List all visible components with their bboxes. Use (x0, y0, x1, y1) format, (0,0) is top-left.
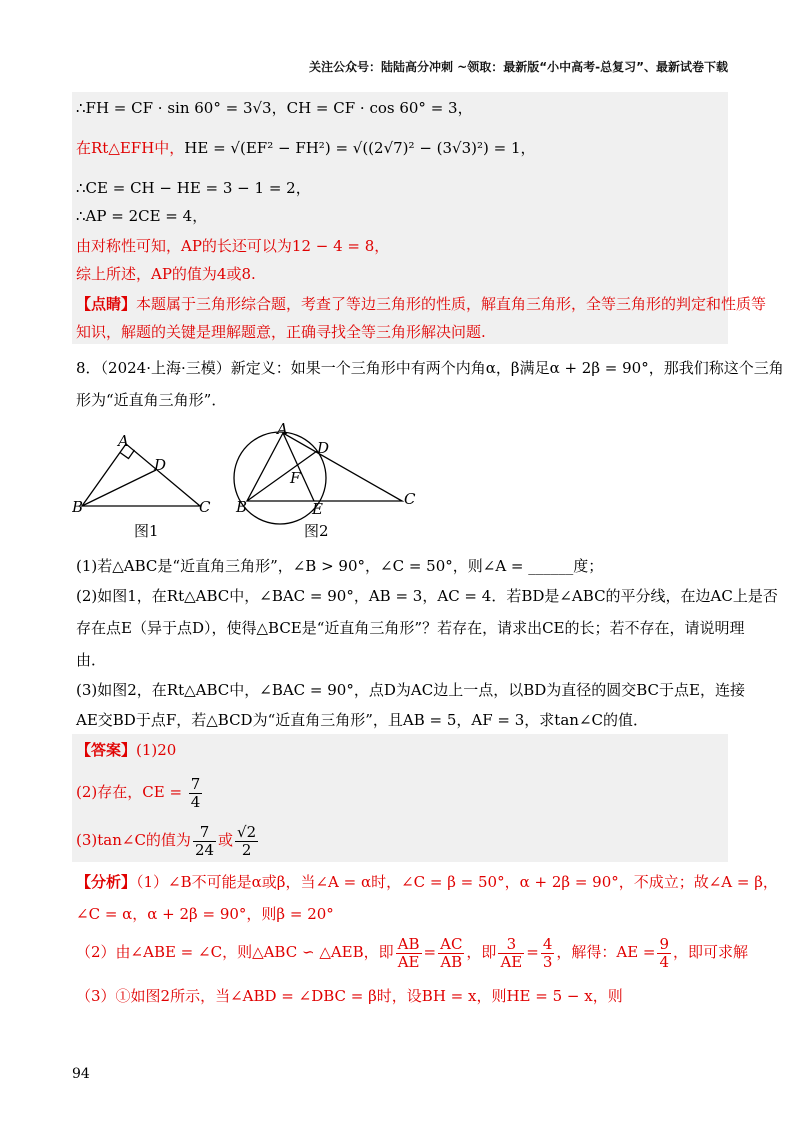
problem-source: （2024·上海·三模） (100, 359, 231, 377)
answer-2-fraction: $\frac{7}{4}$ (190, 774, 201, 811)
answer-3-fraction-1: $\frac{7}{24}$ (194, 822, 215, 859)
comment-line-2: 知识，解题的关键是理解题意，正确寻找全等三角形解决问题. (76, 323, 486, 341)
analysis-3-eq-2: = (526, 943, 539, 961)
solution-line-1: ∴FH = CF · sin 60° = 3√3，CH = CF · cos 60° = 3， (76, 99, 473, 117)
question-2-line-3: 由． (76, 651, 107, 669)
problem-stem-1: 新定义：如果一个三角形中有两个内角α，β满足α + 2β = 90°，那我们称这个三角 (230, 359, 784, 377)
analysis-3-mid: ，即 (466, 943, 497, 961)
solution-line-2 (76, 138, 536, 158)
question-3-line-2: AE交BD于点F，若△BCD为“近直角三角形”，且AB = 5，AF = 3，求tan∠C的值． (76, 711, 648, 729)
fig1-caption: 图1 (134, 522, 159, 540)
answer-line-2 (76, 772, 204, 812)
page-header: 关注公众号：陆陆高分冲刺 ~领取：最新版“小中高考-总复习”、最新试卷下载 (309, 60, 728, 74)
answer-1: (1)20 (136, 741, 177, 759)
question-2-line-1: (2)如图1，在Rt△ABC中，∠BAC = 90°，AB = 3，AC = 4．若BD是∠ABC的平分线，在边AC上是否 (76, 587, 778, 605)
solution-line-4: ∴AP = 2CE = 4， (76, 207, 208, 225)
problem-number: 8． (76, 359, 101, 377)
fig2-label-f: F (290, 469, 301, 487)
analysis-3-suffix: ，即可求解 (673, 943, 749, 961)
question-2-line-2: 存在点E（异于点D），使得△BCE是“近直角三角形”？若存在，请求出CE的长；若不存在，请说明理 (76, 619, 745, 637)
fig2-caption: 图2 (304, 522, 329, 540)
fig2-label-e: E (312, 500, 323, 518)
comment-tag: 【点睛】 (76, 295, 137, 313)
analysis-line-2: ∠C = α，α + 2β = 90°，则β = 20° (76, 905, 334, 923)
analysis-3-fraction-5: $\frac{9}{4}$ (659, 934, 670, 971)
fig1-label-b: B (72, 498, 84, 516)
fig2-diameter-bd (247, 451, 317, 501)
answer-tag: 【答案】 (76, 741, 137, 759)
analysis-line-1 (76, 872, 778, 892)
fig2-label-a: A (277, 420, 288, 438)
fig1-right-angle-mark (120, 450, 135, 459)
analysis-tag: 【分析】 (76, 873, 137, 891)
analysis-3-fraction-4: $\frac{4}{3}$ (542, 934, 553, 971)
answer-line-3 (76, 820, 260, 860)
fig1-label-d: D (154, 456, 167, 474)
question-1: (1)若△ABC是“近直角三角形”，∠B > 90°，∠C = 50°，则∠A = ______度； (76, 557, 604, 575)
analysis-3-eq-1: = (423, 943, 437, 961)
figures (72, 418, 432, 548)
fig1-bisector (82, 470, 156, 506)
solution-line-2-formula: HE = √(EF² − FH²) = √((2√7)² − (3√3)²) = 1， (184, 139, 536, 157)
analysis-3-mid-2: ，解得：AE = (556, 943, 656, 961)
solution-line-2-prefix: 在Rt△EFH中， (76, 139, 185, 157)
analysis-line-3 (76, 932, 748, 972)
fig2-label-b: B (236, 498, 248, 516)
analysis-3-fraction-3: $\frac{3}{AE}$ (500, 934, 523, 971)
solution-line-6: 综上所述，AP的值为4或8. (76, 265, 256, 283)
solution-line-3: ∴CE = CH − HE = 3 − 1 = 2， (76, 179, 311, 197)
answer-3-prefix: (3)tan∠C的值为 (76, 831, 191, 849)
problem-line-2: 形为“近直角三角形”． (76, 391, 227, 409)
analysis-3-fraction-2: $\frac{AC}{AB}$ (440, 934, 463, 971)
solution-line-5: 由对称性可知，AP的长还可以为12 − 4 = 8， (76, 237, 390, 255)
answer-3-or: 或 (218, 831, 234, 849)
answer-2-prefix: (2)存在，CE = (76, 783, 187, 801)
figure-1 (82, 444, 200, 506)
analysis-3-fraction-1: $\frac{AB}{AE}$ (397, 934, 420, 971)
analysis-3-prefix: （2）由∠ABE = ∠C，则△ABC ∽ △AEB，即 (76, 943, 394, 961)
fig2-label-d: D (317, 439, 330, 457)
problem-line-1 (76, 358, 784, 378)
analysis-line-4: （3）①如图2所示，当∠ABD = ∠DBC = β时，设BH = x，则HE = 5 − x，则 (76, 987, 623, 1005)
answer-3-fraction-2: $\frac{√2}{2}$ (237, 822, 257, 859)
fig1-label-a: A (118, 432, 129, 450)
analysis-text-1: （1）∠B不可能是α或β，当∠A = α时，∠C = β = 50°，α + 2β = 90°，不成立；故∠A = β， (136, 873, 778, 891)
fig1-label-c: C (199, 498, 211, 516)
comment-line-1 (76, 294, 766, 314)
fig2-label-c: C (404, 490, 416, 508)
answer-line-1 (76, 740, 176, 760)
page-number: 94 (72, 1066, 90, 1082)
question-3-line-1: (3)如图2，在Rt△ABC中，∠BAC = 90°，点D为AC边上一点，以BD为直径的圆交BC于点E，连接 (76, 681, 745, 699)
comment-text-1: 本题属于三角形综合题，考查了等边三角形的性质，解直角三角形，全等三角形的判定和性质等 (136, 295, 767, 313)
